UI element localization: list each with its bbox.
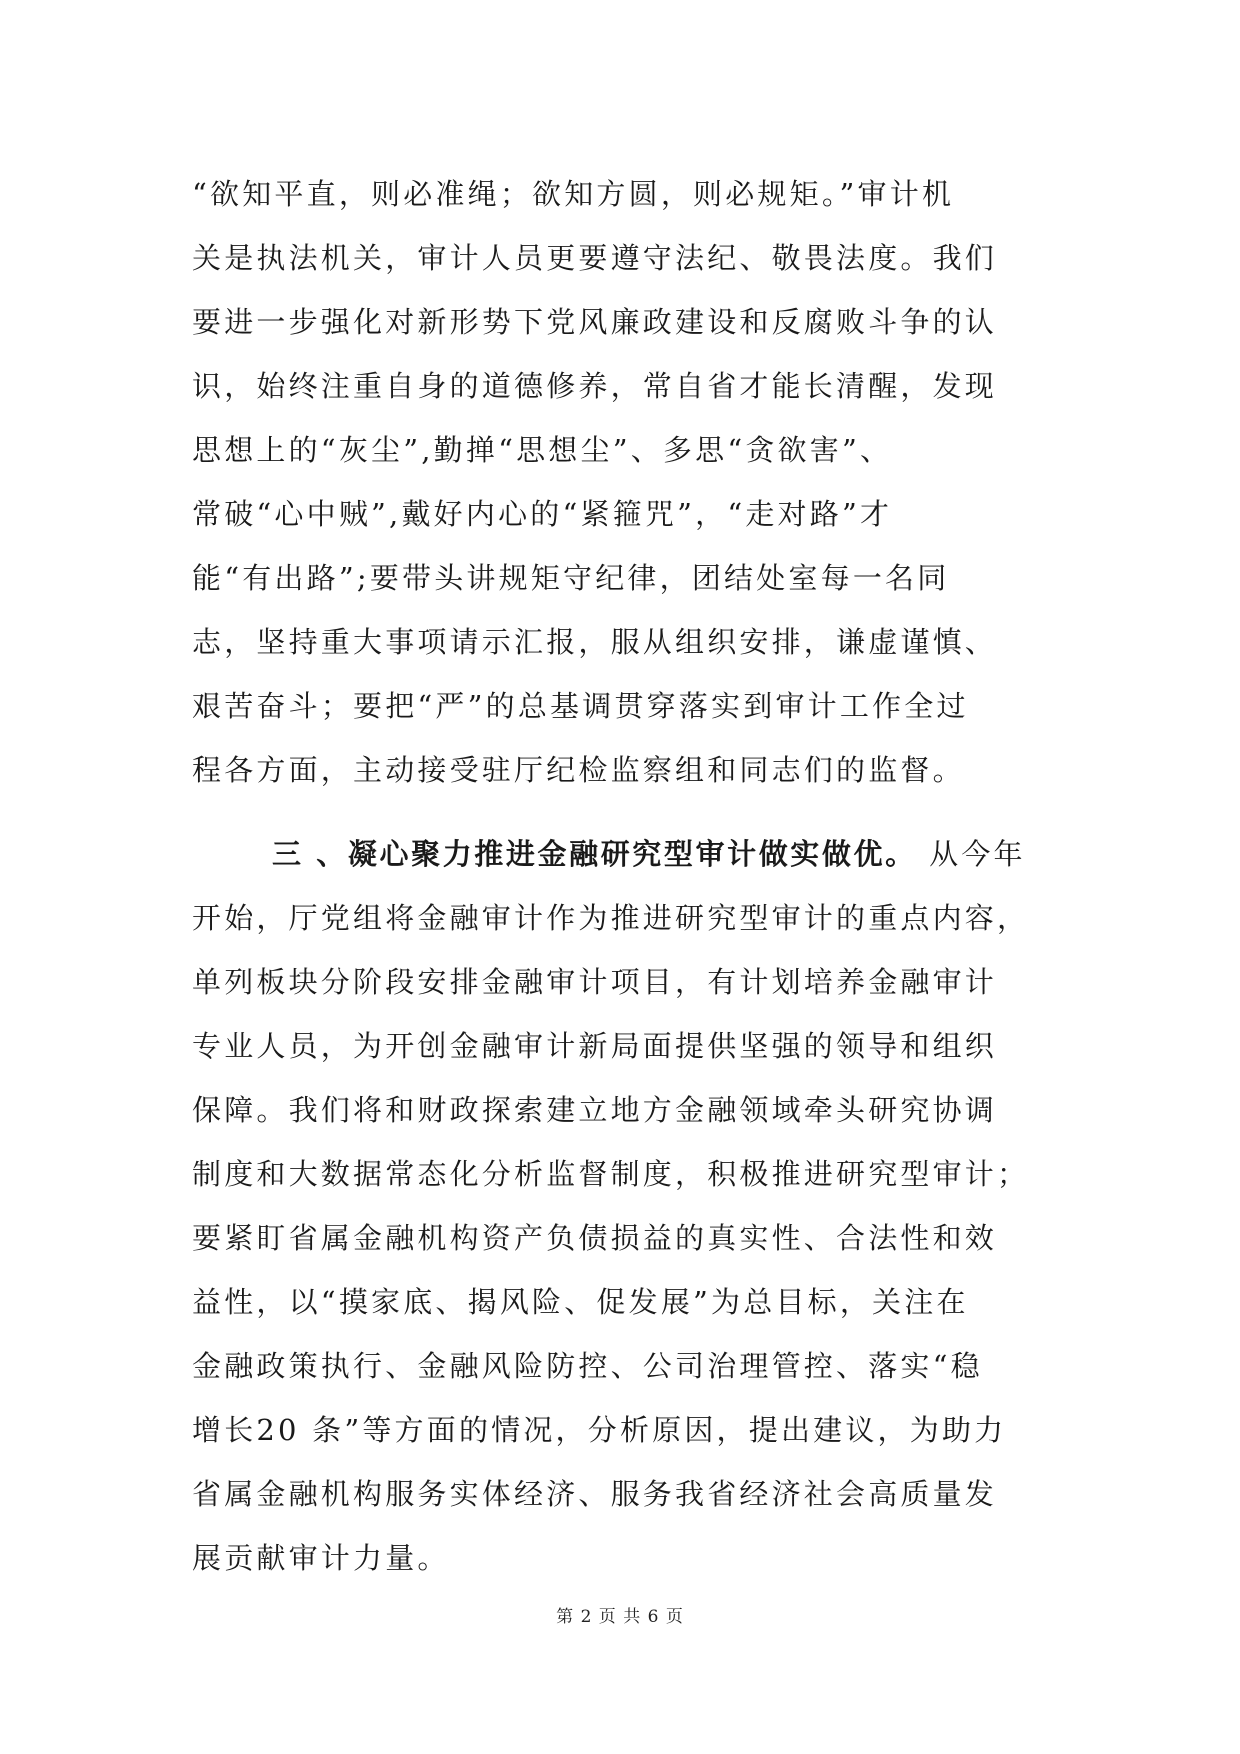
paragraph-line: 识，始终注重自身的道德修养，常自省才能长清醒，发现 (192, 369, 998, 403)
paragraph-line: 展贡献审计力量。 (192, 1541, 450, 1575)
paragraph-line: 益性，以“摸家底、揭风险、促发展”为总目标，关注在 (192, 1285, 969, 1319)
paragraph-line: 志，坚持重大事项请示汇报，服从组织安排，谦虚谨慎、 (192, 625, 998, 659)
paragraph-line: 增长20 条”等方面的情况，分析原因，提出建议，为助力 (192, 1413, 1007, 1447)
paragraph-line: 程各方面，主动接受驻厅纪检监察组和同志们的监督。 (192, 753, 965, 787)
paragraph-line: 制度和大数据常态化分析监督制度，积极推进研究型审计； (192, 1157, 1030, 1191)
paragraph-line: 省属金融机构服务实体经济、服务我省经济社会高质量发 (192, 1477, 998, 1511)
paragraph-line: 开始，厅党组将金融审计作为推进研究型审计的重点内容， (192, 901, 1030, 935)
paragraph-line: 金融政策执行、金融风险防控、公司治理管控、落实“稳 (192, 1349, 983, 1383)
paragraph-line: “欲知平直，则必准绳；欲知方圆，则必规矩。”审计机 (192, 177, 955, 211)
document-body (192, 162, 1084, 1590)
heading-trailing-text: 从今年 (916, 837, 1026, 871)
paragraph-line: 思想上的“灰尘”,勤掸“思想尘”、多思“贪欲害”、 (192, 433, 893, 467)
paragraph-line: 保障。我们将和财政探索建立地方金融领域牵头研究协调 (192, 1093, 998, 1127)
paragraph-line: 要进一步强化对新形势下党风廉政建设和反腐败斗争的认 (192, 305, 998, 339)
paragraph-line: 要紧盯省属金融机构资产负债损益的真实性、合法性和效 (192, 1221, 998, 1255)
paragraph-first-line (192, 822, 1084, 886)
paragraph-line: 艰苦奋斗；要把“严”的总基调贯穿落实到审计工作全过 (192, 689, 969, 723)
section-heading: 三 、凝心聚力推进金融研究型审计做实做优。 (272, 837, 917, 871)
page-number-footer: 第 2 页 共 6 页 (556, 1607, 684, 1627)
paragraph-line: 单列板块分阶段安排金融审计项目，有计划培养金融审计 (192, 965, 998, 999)
paragraph-line: 专业人员，为开创金融审计新局面提供坚强的领导和组织 (192, 1029, 998, 1063)
paragraph-line: 能“有出路”;要带头讲规矩守纪律，团结处室每一名同 (192, 561, 950, 595)
paragraph-line: 关是执法机关，审计人员更要遵守法纪、敬畏法度。我们 (192, 241, 998, 275)
paragraph-line: 常破“心中贼”,戴好内心的“紧箍咒”，“走对路”才 (192, 497, 893, 531)
paragraph-discipline (192, 162, 1084, 802)
paragraph-financial-audit (192, 822, 1084, 1590)
